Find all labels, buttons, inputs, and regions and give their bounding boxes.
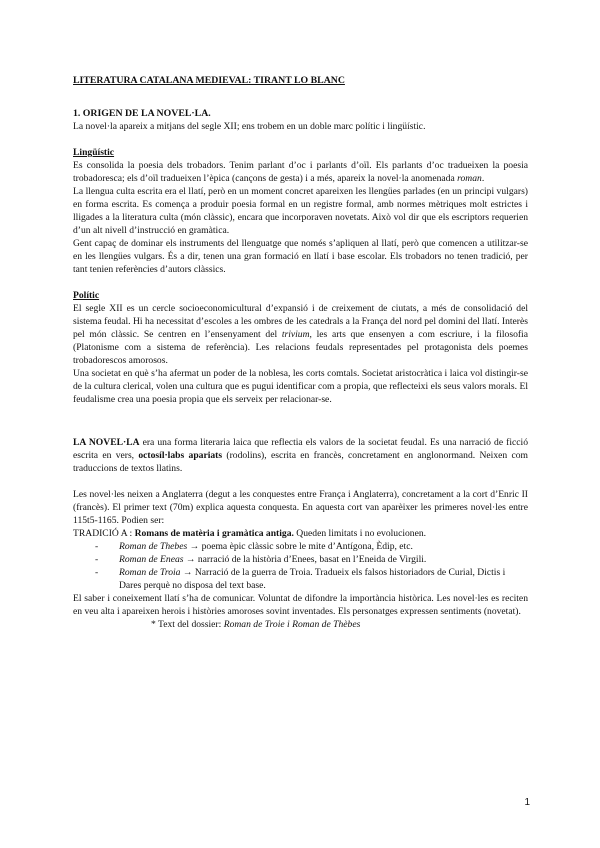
novella-paragraph-2: Les novel·les neixen a Anglaterra (degut a les conquestes entre França i Anglaterra), concretament a la cort d’Enric II (francès). El primer text (70m) explica aquesta conquesta. En aquesta cort van aparèixer les primeres novel·les entre 115t5-1165. Podien ser: (73, 489, 528, 526)
novella-paragraph-3: El saber i coneixement llatí s’ha de comunicar. Voluntat de difondre la importància històrica. Les novel·les es reciten en veu alta i apareixen herois i històries amoroses sovint inventades. Els personatges expressen sentiments (novetat). (73, 593, 528, 617)
list-item: - Roman de Thebes → poema èpic clàssic sobre le mite d’Antígona, Èdip, etc. (95, 541, 413, 552)
subheading-linguistic: Lingüístic (73, 147, 115, 158)
section-intro: La novel·la apareix a mitjans del segle XII; ens trobem en un doble marc polític i lingüístic. (73, 121, 426, 132)
linguistic-paragraph-1: Es consolida la poesia dels trobadors. Tenim parlant d’oc i parlants d’oïl. Els parlants d’oc tradueixen la poesia trobadoresca; els d’oïl tradueixen l’èpica (cançons de gesta) i a més, apareix la novel·la anomenada roman. (73, 160, 528, 184)
politic-paragraph-2: Una societat en què s’ha afermat un poder de la noblesa, les corts comtals. Societat aristocràtica i laica vol distingir-se de la cultura clerical, volen una cultura que es pugui identificar com a propia, que reflecteixi els seus valors morals. El feudalisme crea una poesia propia que els serveix per relacionar-se. (73, 368, 528, 405)
page-number: 1 (524, 797, 530, 808)
subheading-politic: Polític (73, 290, 100, 301)
document-page (73, 74, 528, 631)
list-item: - Roman de Troia → Narració de la guerra de Troia. Tradueix els falsos historiadors de Curial, Dictis i Dares perquè no disposa del text base. (95, 567, 506, 591)
linguistic-paragraph-3: Gent capaç de dominar els instruments del llenguatge que només s’apliquen al llatí, però que comencen a utilitzar-se en les llengües vulgars. És a dir, tenen una gran formació en llatí i base escolar. Els trobadors no tenen tradició, per tant tenien referències d’autors clàssics. (73, 238, 528, 275)
linguistic-paragraph-2: La llengua culta escrita era el llatí, però en un moment concret apareixen les llengües parlades (en un principi vulgars) en forma escrita. Es comença a produir poesia formal en un registre formal, amb normes mètriques molt estrictes i lligades a la literatura culta (món clàssic), encara que incorporaven novetats. Això vol dir que els escriptors requerien d’un alt nivell d’instrucció en gramàtica. (73, 186, 528, 236)
dossier-note: * Text del dossier: Roman de Troie i Roman de Thèbes (151, 619, 361, 630)
novella-paragraph-1: LA NOVEL·LA era una forma literaria laica que reflectia els valors de la societat feudal. Es una narració de ficció escrita en vers, octosíl·labs apariats (rodolins), escrita en francès, concretament en anglonormand. Neixen com traduccions de textos llatins. (73, 437, 528, 474)
document-title: LITERATURA CATALANA MEDIEVAL: TIRANT LO BLANC (73, 75, 345, 86)
section-heading-origen: 1. ORIGEN DE LA NOVEL·LA. (73, 108, 211, 119)
politic-paragraph-1: El segle XII es un cercle socioeconomicultural d’expansió i de creixement de ciutats, a més de consolidació del sistema feudal. Hi ha necessitat d’escoles a les ombres de les catedrals a la França del nord pel domini del llatí. Interès pel món clàssic. Se centren en l’ensenyament del trivium, les arts que ensenyen a com escriure, i la filosofia (Platonisme com a sistema de referència). Les relacions feudals representades pel protagonista dels poemes trobadorescos amorosos. (73, 303, 528, 366)
list-item: - Roman de Eneas → narració de la història d’Enees, basat en l’Eneida de Virgili. (95, 554, 427, 565)
tradicio-line: TRADICIÓ A : Romans de matèria i gramàtica antiga. Queden limitats i no evolucionen. (73, 528, 427, 539)
